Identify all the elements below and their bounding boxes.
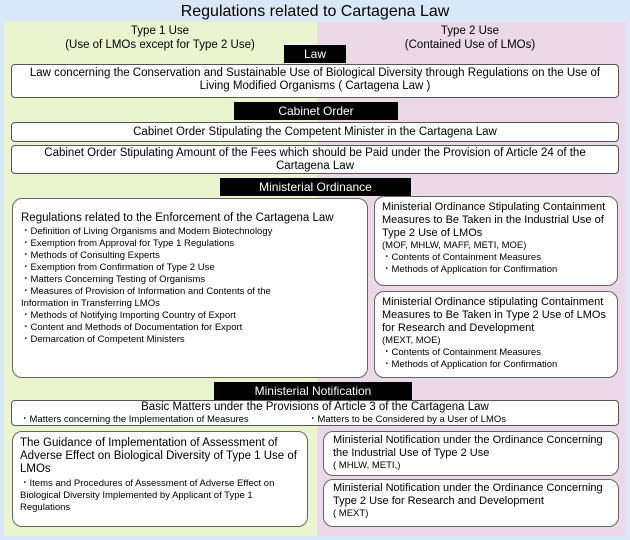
research-notification-title: Ministerial Notification under the Ordinance Concerning Type 2 Use for Research and Development (333, 482, 603, 507)
industrial-containment-ordinance-box (374, 196, 618, 286)
enforcement-regulations-list (21, 226, 359, 346)
type1-header (60, 24, 260, 52)
list-item: ・ Contents of Containment Measures (382, 347, 610, 359)
industrial-containment-ordinance-title: Ministerial Ordinance Stipulating Containment Measures to Be Taken in the Industrial Use of Type 2 Use of LMOs (382, 201, 606, 239)
research-notification-ministries: ( MEXT) (333, 508, 369, 519)
law-header: Law (284, 45, 346, 63)
basic-matters-bullet-measures: ・Matters concerning the Implementation of Measures (20, 414, 249, 425)
industrial-notification-ministries: ( MHLW, METI,) (333, 460, 401, 471)
basic-matters-title: Basic Matters under the Provisions of Article 3 of the Cartagena Law (141, 401, 489, 413)
industrial-containment-ordinance-ministries: (MOF, MHLW, MAFF, METI, MOE) (382, 240, 527, 251)
type2-name: Type 2 Use (440, 25, 500, 37)
list-item: ・ Matters Concerning Testing of Organisms (21, 274, 359, 286)
research-notification-box (323, 479, 619, 527)
list-item: ・ Methods of Application for Confirmation (382, 359, 610, 371)
cabinet-order-fees: Cabinet Order Stipulating Amount of the Fees which should be Paid under the Provision of Article 24 of the Cartagena Law (11, 145, 619, 174)
industrial-notification-title: Ministerial Notification under the Ordinance Concerning the Industrial Use of Type 2 Use (333, 434, 603, 459)
list-item: ・ Measures of Provision of Information and Contents of the Information in Transferring LMOs (21, 286, 359, 310)
enforcement-regulations-title: Regulations related to the Enforcement of the Cartagena Law (21, 212, 334, 224)
basic-matters-box (11, 400, 619, 426)
research-containment-ordinance-title: Ministerial Ordinance stipulating Containment Measures to Be Taken in Type 2 Use of LMOs for Research and Development (382, 296, 606, 334)
type2-header (380, 24, 560, 52)
type2-desc: (Contained Use of LMOs) (404, 39, 536, 51)
industrial-notification-box (323, 431, 619, 476)
guidance-assessment-box (12, 431, 308, 527)
page-title: Regulations related to Cartagena Law (180, 3, 450, 20)
enforcement-regulations-box (12, 198, 368, 378)
list-item: ・ Methods of Notifying Importing Country of Export (21, 310, 359, 322)
cabinet-order-header: Cabinet Order (234, 102, 398, 120)
list-item: ・ Content and Methods of Documentation for Export (21, 322, 359, 334)
list-item: ・ Items and Procedures of Assessment of Adverse Effect on Biological Diversity Implemented by Applicant of Type 1 Regulations (20, 478, 300, 514)
list-item: ・ Definition of Living Organisms and Modern Biotechnology (21, 226, 359, 238)
research-containment-ordinance-box (374, 291, 618, 378)
cabinet-order-competent-minister: Cabinet Order Stipulating the Competent Minister in the Cartagena Law (11, 122, 619, 142)
basic-matters-bullet-user: ・Matters to be Considered by a User of LMOs (308, 414, 507, 425)
list-item: ・ Methods of Application for Confirmation (382, 264, 610, 276)
list-item: ・ Methods of Consulting Experts (21, 250, 359, 262)
list-item: ・ Contents of Containment Measures (382, 252, 610, 264)
list-item: ・ Demarcation of Competent Ministers (21, 334, 359, 346)
list-item: ・ Exemption from Confirmation of Type 2 Use (21, 262, 359, 274)
guidance-assessment-title: The Guidance of Implementation of Assessment of Adverse Effect on Biological Diversity of Type 1 Use of LMOs (20, 437, 297, 475)
ministerial-notification-header: Ministerial Notification (214, 382, 412, 400)
type1-desc: (Use of LMOs except for Type 2 Use) (65, 39, 255, 51)
law-box: Law concerning the Conservation and Sustainable Use of Biological Diversity through Regulations on the Use of Living Modified Organisms ( Cartagena Law ) (11, 64, 619, 98)
research-containment-ordinance-ministries: (MEXT, MOE) (382, 335, 441, 346)
type1-name: Type 1 Use (130, 25, 190, 37)
ministerial-ordinance-header: Ministerial Ordinance (220, 178, 411, 196)
list-item: ・ Exemption from Approval for Type 1 Regulations (21, 238, 359, 250)
